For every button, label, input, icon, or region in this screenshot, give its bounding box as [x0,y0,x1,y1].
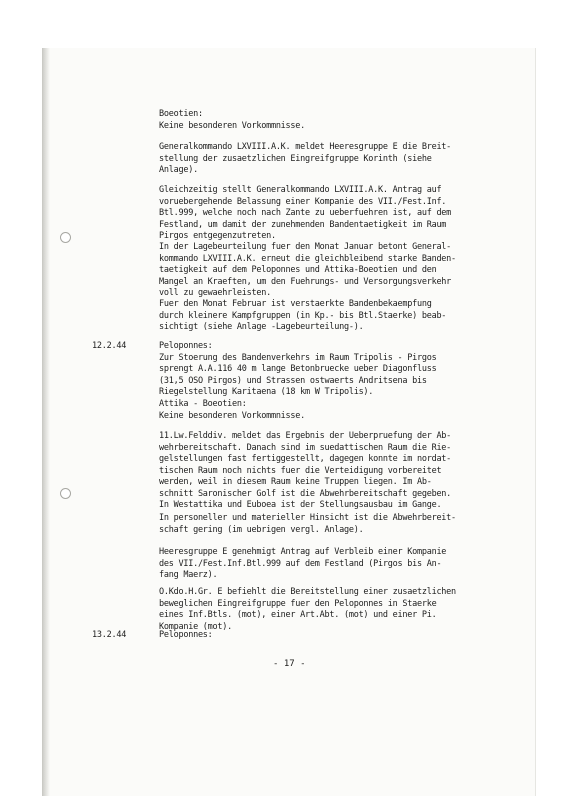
entry-paragraph [159,242,456,300]
page-edge-shadow [42,48,50,796]
text-line: fang Maerz). [159,570,218,580]
text-line: schaft gering (im uebrigen vergl. Anlage). [159,524,364,535]
entry-date: 13.2.44 [92,630,127,640]
entry-paragraph [159,513,456,536]
text-line: voruebergehende Belassung einer Kompanie des VII./Fest.Inf. [159,196,447,207]
text-line: Peloponnes: [159,341,213,351]
text-line: In der Lagebeurteilung fuer den Monat Januar betont General- [159,242,452,252]
entry-paragraph [159,399,451,422]
entry-paragraph [159,109,451,132]
entry-paragraph [159,185,451,243]
page-number: - 17 - [273,659,306,669]
text-line: O.Kdo.H.Gr. E befiehlt die Bereitstellung einer zusaetzlichen [159,587,456,597]
entry-paragraph [159,587,456,633]
entry-paragraph [159,341,451,399]
text-line: eines Inf.Btls. (mot), einer Art.Abt. (mot) und einer Pi. [159,610,437,620]
text-line: Peloponnes: [159,630,213,640]
entry-paragraph [159,431,451,512]
text-line: tischen Raum noch nichts fuer die Verteidigung vorbereitet [159,465,442,476]
text-line: wehrbereitschaft. Danach sind im suedattischen Raum die Rie- [159,442,452,453]
text-line: In Westattika und Euboea ist der Stellungsausbau im Gange. [159,500,442,510]
text-line: Heeresgruppe E genehmigt Antrag auf Verbleib einer Kompanie [159,547,447,557]
text-line: sprengt A.A.116 40 m lange Betonbruecke ueber Diagonfluss [159,364,437,374]
text-line: Gleichzeitig stellt Generalkommando LXVIII.A.K. Antrag auf [159,185,442,195]
text-line: (31,5 OSO Pirgos) und Strassen ostwaerts Andritsena bis [159,375,427,386]
text-line: 11.Lw.Felddiv. meldet das Ergebnis der Ueberpruefung der Ab- [159,431,452,441]
text-line: Btl.999, welche noch nach Zante zu ueberfuehren ist, auf dem [159,208,452,218]
text-line: des VII./Fest.Inf.Btl.999 auf dem Festland (Pirgos bis An- [159,558,442,569]
text-line: Fuer den Monat Februar ist verstaerkte Bandenbekaempfung [159,299,432,309]
text-line: Kompanie (mot). [159,621,233,632]
text-line: Zur Stoerung des Bandenverkehrs im Raum Tripolis - Pirgos [159,352,437,363]
text-line: Attika - Boeotien: [159,399,247,409]
text-line: schnitt Saronischer Golf ist die Abwehrbereitschaft gegeben. [159,488,452,499]
text-line: Keine besonderen Vorkommnisse. [159,410,306,421]
text-line: voll zu gewaehrleisten. [159,288,271,298]
entry-paragraph [159,630,451,642]
text-line: taetigkeit auf dem Peloponnes und Attika-Boeotien und den [159,265,437,275]
text-line: durch kleinere Kampfgruppen (in Kp.- bis Btl.Staerke) beab- [159,310,447,321]
text-line: werden, weil in diesem Raum keine Truppen liegen. Im Ab- [159,477,432,487]
text-line: In personeller und materieller Hinsicht ist die Abwehrbereit- [159,513,456,523]
text-line: Anlage). [159,165,198,175]
text-line: Boeotien: [159,109,203,119]
entry-date: 12.2.44 [92,341,127,351]
entry-paragraph [159,299,451,334]
text-line: Mangel an Kraeften, um den Fuehrungs- und Versorgungsverkehr [159,276,452,287]
punch-hole [60,232,71,243]
text-line: Festland, um damit der zunehmenden Bandentaetigkeit im Raum [159,219,447,230]
text-line: Riegelstellung Karitaena (18 km W Tripolis). [159,387,374,397]
text-line: sichtigt (siehe Anlage -Lagebeurteilung-). [159,322,364,332]
text-line: Generalkommando LXVIII.A.K. meldet Heeresgruppe E die Breit- [159,142,452,152]
entry-paragraph [159,547,451,582]
text-line: beweglichen Eingreifgruppe fuer den Peloponnes in Staerke [159,598,437,609]
text-line: gelstellungen fast fertiggestellt, dagegen konnte im nordat- [159,454,452,464]
text-line: Keine besonderen Vorkommnisse. [159,120,306,131]
text-line: stellung der zusaetzlichen Eingreifgruppe Korinth (siehe [159,153,432,164]
text-line: Pirgos entgegenzutreten. [159,231,276,241]
punch-hole [60,488,71,499]
entry-paragraph [159,142,451,177]
text-line: kommando LXVIII.A.K. erneut die gleichbleibend starke Banden- [159,253,456,264]
